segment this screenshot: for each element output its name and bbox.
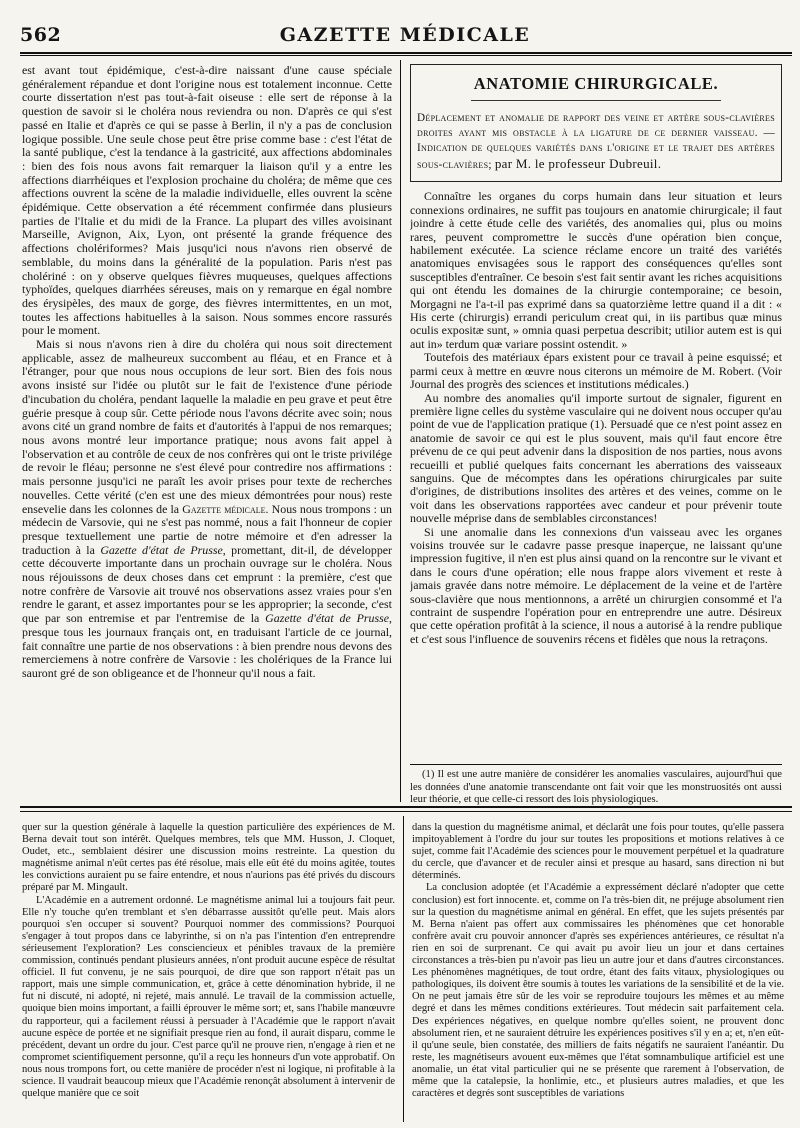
journal-name: Gazette médicale xyxy=(182,501,266,516)
paragraph: La conclusion adoptée (et l'Académie a expressément déclaré n'adopter que cette conclusion) est fort innocente. et, comme on l'a très-bien dit, ne préjuge absolument rien sur la question du magnétisme animal en général. En effet, que les sujets présentés par M. Berna n'aient pas offert aux commissaires les phénomènes que cet honorable confrère avait cru pouvoir annoncer d'après ses expériences antérieures, ce résultat n'a rien en soi de surprenant. Ce qui avait pu avoir lieu un jour et dans certaines circonstances a très-bien pu n'avoir pas lieu un autre jour et dans d'autres circonstances. Les phénomènes magnétiques, de tout ordre, étant des faits vitaux, physiologiques ou pathologiques, ils doivent être soumis à toutes les variations de la sensibilité et de la vie. On ne peut jamais être sûr de les voir se reproduire toujours les mêmes et au même degré et dans les mêmes conditions extérieures. Tout médecin sait parfaitement cela. Des expériences négatives, en quelque nombre qu'elles soient, ne prouvent donc absolument rien, et ne sauraient détruire les expériences positives s'il y en a; et, n'en eût-il qu'une seule, bien constatée, des milliers de faits négatifs ne sauraient l'anéantir. Du reste, les magnétiseurs avouent eux-mêmes que l'état somnambulique artificiel est une anomalie, un état vital particulier qui ne se présente que rarement à l'observation, de même que la catalepsie, la honlimie, etc., et plusieurs autres maladies, et que les caractères et degrés sont susceptibles de variations xyxy=(412,882,784,1100)
journal-title: GAZETTE MÉDICALE xyxy=(279,24,531,46)
paragraph: Toutefois des matériaux épars existent pour ce travail à peine esquissé; et parmi ceux à mettre en œuvre nous citerons un mémoire de M. Robert. (Voir Journal des progrès des sciences et institutions médicales.) xyxy=(410,350,782,392)
article-byline: par M. le professeur Dubreuil. xyxy=(494,156,662,172)
article-subtitle: Déplacement et anomalie de rapport des veine et artère sous-clavières droites ayant mis obstacle à la ligature de ce dernier vaisseau. — Indication de quelques variétés dans l'origine et le trajet des artères sous-clavières; par M. le professeur Dubreuil. xyxy=(417,112,775,172)
article-title: ANATOMIE CHIRURGICALE. xyxy=(473,74,719,93)
journal-name: Gazette d'état de Prusse xyxy=(100,542,223,557)
footnote-rule xyxy=(410,764,782,765)
article-column xyxy=(410,64,782,764)
section-rule xyxy=(20,806,792,808)
column-divider xyxy=(400,60,401,802)
column-divider xyxy=(403,816,404,1122)
header-rule xyxy=(20,52,792,54)
bottom-right-column xyxy=(412,822,784,1122)
header-rule-thin xyxy=(20,55,792,56)
section-rule-thin xyxy=(20,811,792,812)
paragraph: est avant tout épidémique, c'est-à-dire naissant d'une cause spéciale généralement répandue et dont l'origine nous est totalement inconnue. Cette courte dissertation n'est pas tout-à-fait oiseuse : elle sert de réponse à la question de savoir si le choléra nous reviendra ou non. D'après ce qui s'est passé en Italie et d'après ce qui se passe à Berlin, il n'y a pas de conclusion logique possible. Une seule chose peut être prise comme base : c'est l'état de la santé publique, c'est la tendance à la gastricité, aux affections abdominales : bien des fois nous avons fait remarquer la liaison qu'il y a entre les affections diarrhéiques et l'explosion prochaine du choléra; de même que ces affections ouvrent la scène de la maladie individuelle, elles ouvrent la scène épidémique. Cette observation a été récemment confirmée dans plusieurs parties de l'Italie et du midi de la France. La plupart des villes avoisinant Marseille, Avignon, Aix, Lyon, ont présenté la grande fréquence des affections cholériformes? Mais jusqu'ici nous n'avons rien observé de semblable, du moins dans la généralité de la population. Paris n'est pas cholériné : on y observe quelques fièvres muqueuses, quelques affections typhoïdes, quelques diarrhées séreuses, mais on y remarque en égal nombre des érysipèles, des maux de gorge, des fièvres intermittentes, en un mot, toutes les affections habituelles à la saison. Nous sommes encore rassurés pour le moment. xyxy=(22,64,392,338)
page-header xyxy=(20,24,790,48)
page-number: 562 xyxy=(20,24,62,46)
paragraph: Au nombre des anomalies qu'il importe surtout de signaler, figurent en première ligne celles du système vasculaire qui ne doivent nous occuper qu'au point de vue de l'application pratique (1). Persuadé que ce n'est point assez en anatomie de savoir ce qui est le plus souvent, mais qu'il faut encore être prévenu de ce qui peut advenir dans la disposition de nos parties, nous avons recueilli et publié quelques faits concernant les aberrations des vaisseaux sanguins. Que de mécomptes dans les opérations chirurgicales par suite d'origines, de distributions insolites des artères et des veines, comme on le voit dans les observations rapportées avec candeur et pour prévenir toute nouvelle méprise dans de semblables circonstances! xyxy=(410,390,782,526)
paragraph: Connaître les organes du corps humain dans leur situation et leurs connexions ordinaires, ne suffit pas toujours en anatomie chirurgicale; il faut joindre à cette étude celle des variétés, des anomalies qui, plus ou moins rares, peuvent compromettre le succès d'une opération bien conçue, habilement exécutée. La science réclame encore un traité des variétés anatomiques envisagées sous le rapport des conséquences qu'elles sont susceptibles d'entraîner. Ce besoin s'est fait sentir avant les riches acquisitions qui ont étendu les domaines de la chirurgie contemporaine; ce besoin, Morgagni ne l'a-t-il pas exprimé dans sa quatorzième lettre quand il a dit : « His certe (chirurgis) errandi periculum creat qui, in iis partibus quæ minus oculis expositæ sunt, » omnia quasi perpetua describit; utilior autem est is qui aut in» terdum quæ variare possint ostendit. » xyxy=(410,189,782,351)
paragraph: quer sur la question générale à laquelle la question particulière des expériences de M. Berna devait tout son intérêt. Quelques membres, tels que MM. Husson, J. Cloquet, Oudet, etc., semblaient désirer une discussion moins restreinte. La question du magnétisme animal n'eût certes pas été résolue, mais elle eût été du moins agitée, toutes les convictions auraient pu se faire entendre, et nous n'aurions pas été privés du discours préparé par M. Mingault. xyxy=(22,822,395,894)
paragraph: dans la question du magnétisme animal, et déclarât une fois pour toutes, qu'elle passera impitoyablement à l'ordre du jour sur toutes les propositions et motions relatives à ce sujet, comme fait l'Académie des sciences pour le mouvement perpétuel et la quadrature du cercle, que d'avancer et de reculer ainsi et presque au hasard, sans direction ni but déterminés. xyxy=(412,822,784,882)
top-left-column xyxy=(22,64,392,730)
journal-name: Gazette d'état de Prusse xyxy=(265,611,390,626)
bottom-left-column xyxy=(22,822,395,1122)
paragraph: Mais si nous n'avons rien à dire du choléra qui nous soit directement applicable, assez de malheureux succombent au fléau, et en France et à l'étranger, pour que nous nous occupions de leur sort. Bien des fois nous avons insisté sur l'idée ou plutôt sur le fait de l'existence d'une période d'incubation du choléra, pendant laquelle la maladie en peu grave et peut être guérie presque à coup sûr. Cette période nous l'avons décrite avec soin; nous avons cité un grand nombre de faits et d'autorités à l'appui de nos remarques; nous avons montré leur importance pratique; nous avons fait appel à l'observation et au contrôle de ceux de nos confrères qui ont le triste privilége de revoir le fléau; personne ne s'est élevé pour contredire nos affirmations : mais personne jusqu'ici ne paraît les avoir prises pour texte de recherches nouvelles. Cette vérité (c'en est une des mieux démontrées pour nous) reste ensevelie dans les colonnes de la Gazette médicale. Nous nous trompons : un médecin de Varsovie, qui ne s'est pas nommé, nous a fait l'honneur de copier presque textuellement une partie de notre mémoire et d'en adresser la traduction à la Gazette d'état de Prusse, promettant, dit-il, de développer cette découverte importante dans un prochain ouvrage sur le choléra. Nous nous réjouissons de deux choses dans cet emprunt : la première, c'est que notre confrère de Varsovie ait trouvé nos observations assez vraies pour s'en rendre le garant, et assez importantes pour se les approprier; la seconde, c'est que par son entremise et par l'entremise de la Gazette d'état de Prusse, presque tous les journaux français ont, en traduisant l'article de ce journal, fait connaître une partie de nos observations : à bien prendre nous devons des remerciemens à notre confrère de Varsovie : les cholériques de la France lui sauront gré de son obligeance et de l'honneur qu'il nous a fait. xyxy=(22,337,392,680)
paragraph: L'Académie en a autrement ordonné. Le magnétisme animal lui a toujours fait peur. Elle n'y touche qu'en tremblant et s'en débarrasse aussitôt qu'elle peut. Mais alors pourquoi s'en occuper si souvent? Pourquoi nommer des commissions? Pourquoi s'engager à tout propos dans ce labyrinthe, si on n'a pas l'intention d'en entreprendre sérieusement l'exploration? Les consciencieux et pénibles travaux de la première commission, continués pendant plusieurs années, n'ont produit aucune espèce de résultat officiel. Il fut convenu, je ne sais pourquoi, de dire que son rapport n'était pas un rapport, mais une simple communication, et, grâce à cette dénomination hybride, il ne fut ni discuté, ni adopté, ni rejeté, mais annulé. Le travail de la commission actuelle, quoique bien moins important, a failli éprouver le même sort; et, sans l'habile manœuvre du rapporteur, qui a facilement réussi à persuader à l'Académie que le rapport n'avait aucune espèce de portée et ne signifiait presque rien au fond, il aurait disparu, comme le précédent, devant un ordre du jour. C'est parce qu'il ne prouve rien, n'engage à rien et ne compromet scientifiquement personne, qu'il a reçu les honneurs d'un vote approbatif. On nous nous trompons fort, ou cette manière de procéder n'est ni logique, ni profitable à la science. Il vaudrait beaucoup mieux que l'Académie renonçât absolument à intervenir de quelque manière que ce soit xyxy=(22,894,395,1100)
title-rule xyxy=(471,100,722,101)
paragraph: Si une anomalie dans les connexions d'un vaisseau avec les organes voisins trouvée sur le cadavre passe presque inaperçue, ne laissant qu'une impression fugitive, il n'en est plus ainsi quand on la rencontre sur le vivant et dans le cours d'une opération; elle nous frappe alors vivement et reste à jamais gravée dans notre mémoire. Le déplacement de la veine et de l'artère sous-clavière que nous mentionnons, a arrêté un chirurgien consommé et l'a contraint de suspendre l'opération pour en entreprendre une autre. Désireux que cette opération profitât à la science, il nous a autorisé à la rendre publique et c'est sous l'influence de souvenirs récens et fidèles que nous la retraçons. xyxy=(410,524,782,646)
footnote: (1) Il est une autre manière de considérer les anomalies vasculaires, aujourd'hui que les données d'une anatomie transcendante ont fait voir que les monstruosités ont aussi leur théorie, et que celle-ci ressort des lois physiologiques. xyxy=(410,769,782,805)
article-header-box xyxy=(410,64,782,182)
